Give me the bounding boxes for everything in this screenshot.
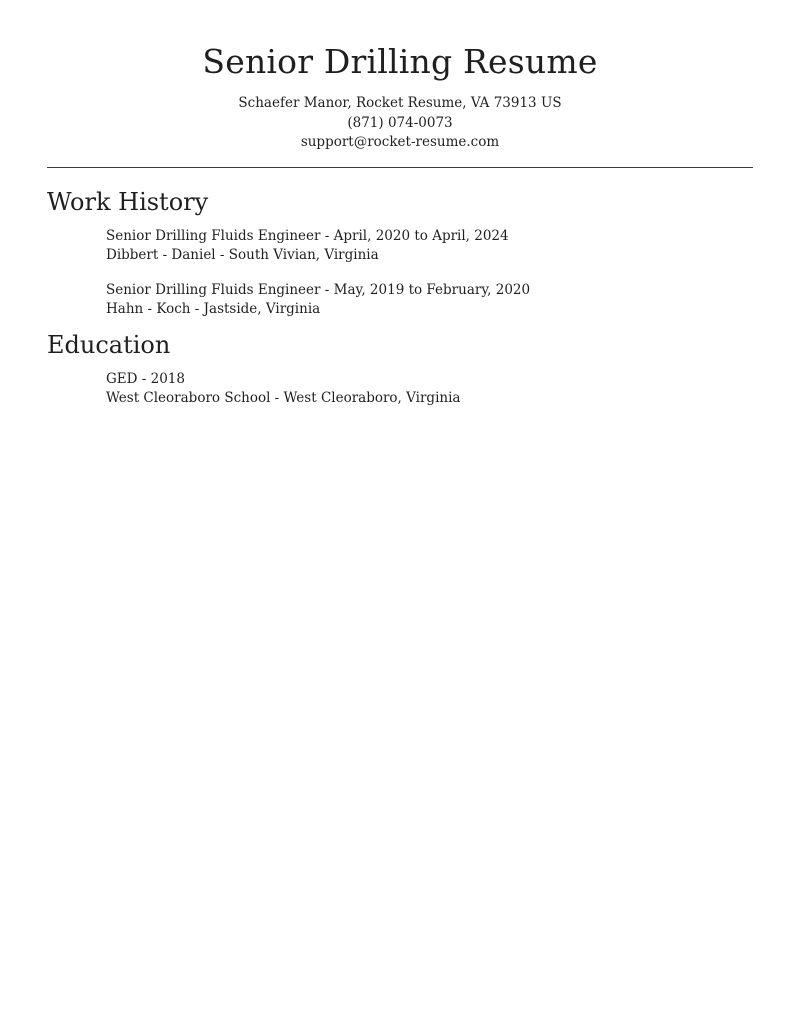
section-title-education: Education — [47, 331, 171, 359]
education-entry-degree: GED - 2018 — [106, 371, 185, 387]
resume-header — [0, 40, 800, 153]
resume-title: Senior Drilling Resume — [202, 42, 598, 81]
contact-info — [0, 94, 800, 153]
work-entry-employer: Dibbert - Daniel - South Vivian, Virginia — [106, 247, 379, 263]
contact-address: Schaefer Manor, Rocket Resume, VA 73913 US — [238, 95, 562, 111]
work-entry-employer: Hahn - Koch - Jastside, Virginia — [106, 301, 321, 317]
section-title-work-history: Work History — [47, 188, 209, 216]
work-entry — [106, 281, 530, 319]
education-entry-school: West Cleoraboro School - West Cleoraboro, Virginia — [106, 390, 461, 406]
contact-phone: (871) 074-0073 — [347, 114, 453, 131]
header-divider — [47, 167, 753, 168]
education-entry — [106, 370, 460, 408]
work-entry — [106, 227, 509, 265]
contact-email: support@rocket-resume.com — [300, 134, 500, 150]
work-entry-role: Senior Drilling Fluids Engineer - May, 2019 to February, 2020 — [106, 282, 531, 298]
work-entry-role: Senior Drilling Fluids Engineer - April, 2020 to April, 2024 — [106, 228, 509, 244]
